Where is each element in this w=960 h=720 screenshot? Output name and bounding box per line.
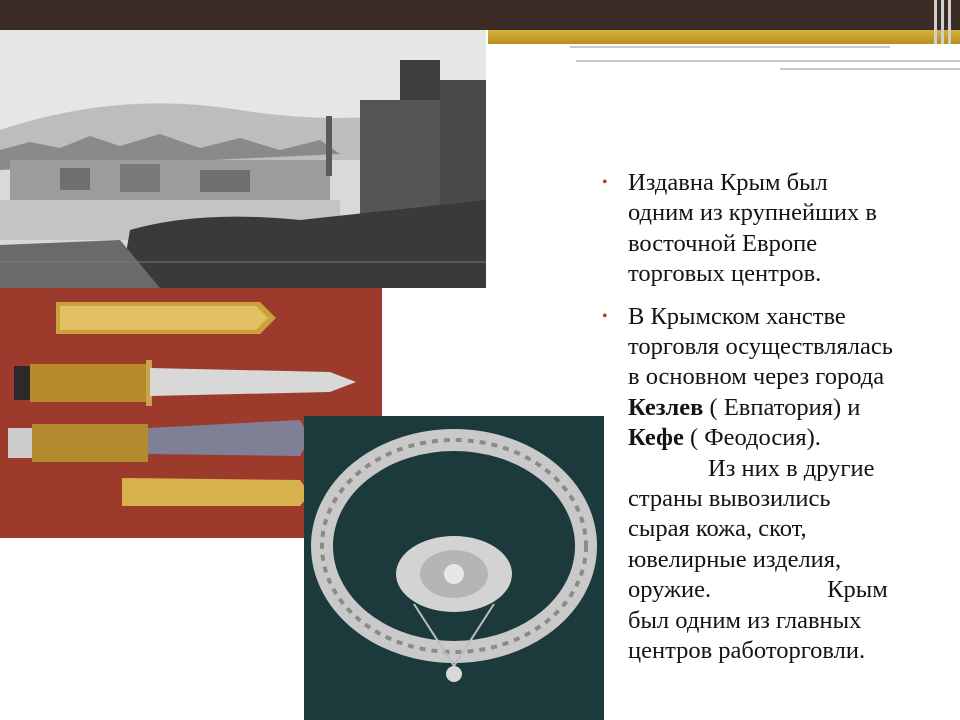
text-line: ( Феодосия). xyxy=(683,424,821,452)
text-line: центров работорговли. xyxy=(628,637,866,665)
text-line: торговых центров. xyxy=(628,260,822,288)
bullet-marker-icon: • xyxy=(602,307,608,325)
bullet-marker-icon: • xyxy=(602,174,608,191)
text-line: оружие. xyxy=(628,576,712,604)
bullet-item xyxy=(596,168,952,290)
city-name-kezlev: Кезлев xyxy=(628,393,704,421)
text-line: был одним из главных xyxy=(628,606,862,634)
text-line: страны вывозились xyxy=(628,485,831,513)
corner-decoration xyxy=(932,0,954,44)
text-line: Крым xyxy=(827,576,888,604)
text-line: ( Евпатория) и xyxy=(703,393,861,421)
accent-stripe xyxy=(488,30,960,44)
text-line: Из них в другие xyxy=(708,454,875,482)
title-bar xyxy=(0,0,960,30)
text-line: Издавна Крым был xyxy=(628,169,828,196)
text-line: сырая кожа, скот, xyxy=(628,515,807,543)
text-line: В Крымском ханстве xyxy=(628,302,846,330)
bullet-item xyxy=(596,302,952,667)
bullet-list xyxy=(596,168,952,679)
accent-line xyxy=(570,46,890,48)
city-name-kefe: Кефе xyxy=(628,424,684,452)
accent-line xyxy=(576,60,960,62)
text-line: торговля осуществлялась xyxy=(628,333,893,361)
text-line: в основном через города xyxy=(628,363,885,391)
text-line: восточной Европе xyxy=(628,229,818,257)
engraving-crimea-harbor xyxy=(0,30,486,288)
text-line: одним из крупнейших в xyxy=(628,199,877,227)
silver-filigree-belt xyxy=(304,416,604,720)
text-line: ювелирные изделия, xyxy=(628,545,842,573)
accent-line xyxy=(780,68,960,70)
